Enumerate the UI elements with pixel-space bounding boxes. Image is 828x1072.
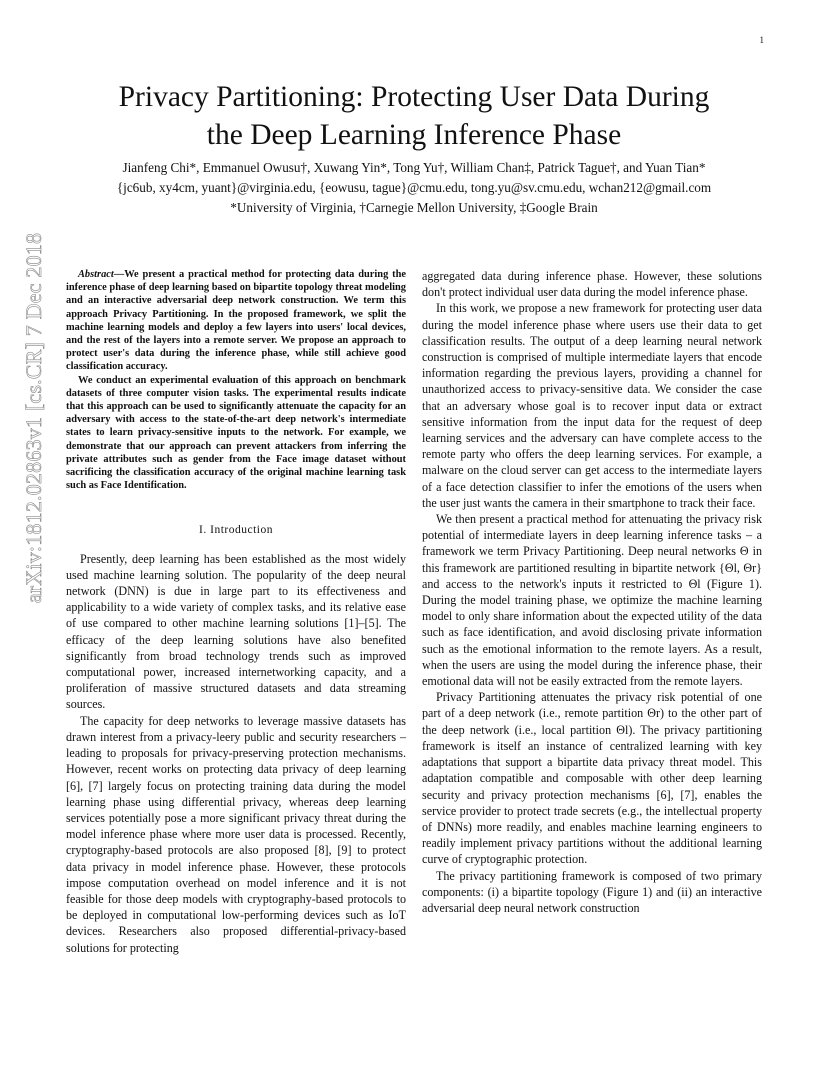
section-heading-introduction: I. Introduction — [199, 524, 273, 537]
right-column — [422, 268, 762, 916]
title-line-2: the Deep Learning Inference Phase — [206, 119, 622, 151]
title-line-1: Privacy Partitioning: Protecting User Data During — [118, 81, 710, 113]
abstract-text-1: —We present a practical method for protecting data during the inference phase of deep learning based on bipartite topology threat modeling and an interactive adversarial deep network construction. We term this approach Privacy Partitioning. In the proposed framework, we split the machine learning models and deploy a few layers into users' local devices, and the rest of the layers into a remote server. We propose an approach to protect user's data during the inference phase, while still achieve good classification accuracy. — [66, 269, 406, 373]
page-number: 1 — [759, 35, 764, 45]
introduction-body-left — [66, 551, 406, 956]
paper-title — [70, 78, 758, 154]
left-column — [66, 268, 406, 956]
author-names: Jianfeng Chi*, Emmanuel Owusu†, Xuwang Yin*, Tong Yu†, William Chan‡, Patrick Tague†, and Yuan Tian* — [122, 160, 706, 175]
abstract-paragraph-2: We conduct an experimental evaluation of this approach on benchmark datasets of three computer vision tasks. The experimental results indicate that this approach can be used to significantly attenuate the capacity for an adversary with access to the state-of-the-art deep network's intermediate states to learn privacy-sensitive inputs to the network. For example, we demonstrate that our approach can prevent attackers from inferring the private attributes such as gender from the Face image dataset without sacrificing the classification accuracy of the original machine learning task such as Face Identification. — [66, 374, 406, 492]
author-emails: {jc6ub, xy4cm, yuant}@virginia.edu, {eowusu, tague}@cmu.edu, tong.yu@sv.cmu.edu, wchan212@gmail.com — [116, 180, 712, 195]
intro-paragraph-4: We then present a practical method for attenuating the privacy risk potential of intermediate layers in deep learning inference tasks – a framework we term Privacy Partitioning. Deep neural networks Θ in this framework are partitioned resulting in bipartite network {Θl, Θr} and access to the network's inputs it restricted to Θl (Figure 1). During the model training phase, we optimize the machine learning model to only share information about the expected utility of the data such as face identification, and avoid disclosing private information such as the emotional information to the remote layers. As a result, when the users are using the model during the inference phase, their emotional data will not be easily extracted from the remote layers. — [422, 512, 762, 689]
intro-paragraph-3: In this work, we propose a new framework for protecting user data during the model inference phase where users use their data to get classification results. The output of a deep learning neural network construction is comprised of multiple intermediate layers that encode information regarding the previous layers, providing a channel for unauthorized access to privacy-sensitive data. We consider the case that an adversary whose goal is to recover input data or extract sensitive information from the input data for the request of deep learning services and the adversary can have complete access to the remote party who offers the deep learning services. For example, a malware on the cloud server can get access to the intermediate layers of a face detection classifier to infer the emotions of the users when the user just wants the camera in their smartphone to track their face. — [422, 301, 762, 510]
abstract-lead: Abstract — [78, 269, 114, 280]
abstract — [66, 268, 406, 492]
intro-paragraph-continued: aggregated data during inference phase. However, these solutions don't protect individual user data during the model inference phase. — [422, 269, 762, 300]
author-affiliations: *University of Virginia, †Carnegie Mellon University, ‡Google Brain — [230, 200, 598, 215]
intro-paragraph-6: The privacy partitioning framework is composed of two primary components: (i) a bipartite topology (Figure 1) and (ii) an interactive adversarial deep neural network construction — [422, 868, 762, 915]
intro-paragraph-2: The capacity for deep networks to leverage massive datasets has drawn interest from a privacy-leery public and security researchers – leading to proposals for privacy-preserving protection mechanisms. However, recent works on protecting data privacy of deep learning [6], [7] largely focus on protecting training data during the model learning phase using differential privacy, whereas deep learning services potentially pose a more significant privacy threat during the model inference phase where more user data is processed. Recently, cryptography-based protocols are also proposed [8], [9] to protect data privacy in model inference phase. However, these protocols impose computation overhead on model inference and it is not feasible for those deep models with cryptography-based protocols to be deployed in computational low-performing devices such as IoT devices. Researchers also proposed differential-privacy-based solutions for protecting — [66, 713, 406, 955]
intro-paragraph-5: Privacy Partitioning attenuates the privacy risk potential of one part of a deep network (i.e., remote partition Θr) to the other part of the deep network (i.e., local partition Θl). The privacy partitioning framework is itself an instance of centralized learning with key adaptations that support a bipartite data privacy threat model. This adaptation compatible and composable with other deep learning security and privacy protection mechanisms [6], [7], enables the service provider to protect trade secrets (e.g., the intellectual property of DNNs) more readily, and enables machine learning engineers to readily implement privacy partitions without the additional learning curve of cryptographic protection. — [422, 690, 762, 867]
author-block — [60, 158, 768, 218]
abstract-paragraph-1 — [66, 268, 406, 374]
arxiv-stamp — [14, 232, 54, 603]
intro-paragraph-1: Presently, deep learning has been established as the most widely used machine learning solution. The popularity of the deep neural network (DNN) is due in large part to its effectiveness and applicability to a wide variety of complex tasks, and its relative ease of use compared to other machine learning solutions [1]–[5]. The efficacy of the deep learning solutions have also benefited significantly from broad technology trends such as improved computational power, increased internetworking capacity, and a proliferation of massive structured datasets and data streaming sources. — [66, 551, 406, 712]
introduction-body-right — [422, 268, 762, 916]
arxiv-identifier: arXiv:1812.02863v1 [cs.CR] 7 Dec 2018 — [21, 232, 47, 603]
